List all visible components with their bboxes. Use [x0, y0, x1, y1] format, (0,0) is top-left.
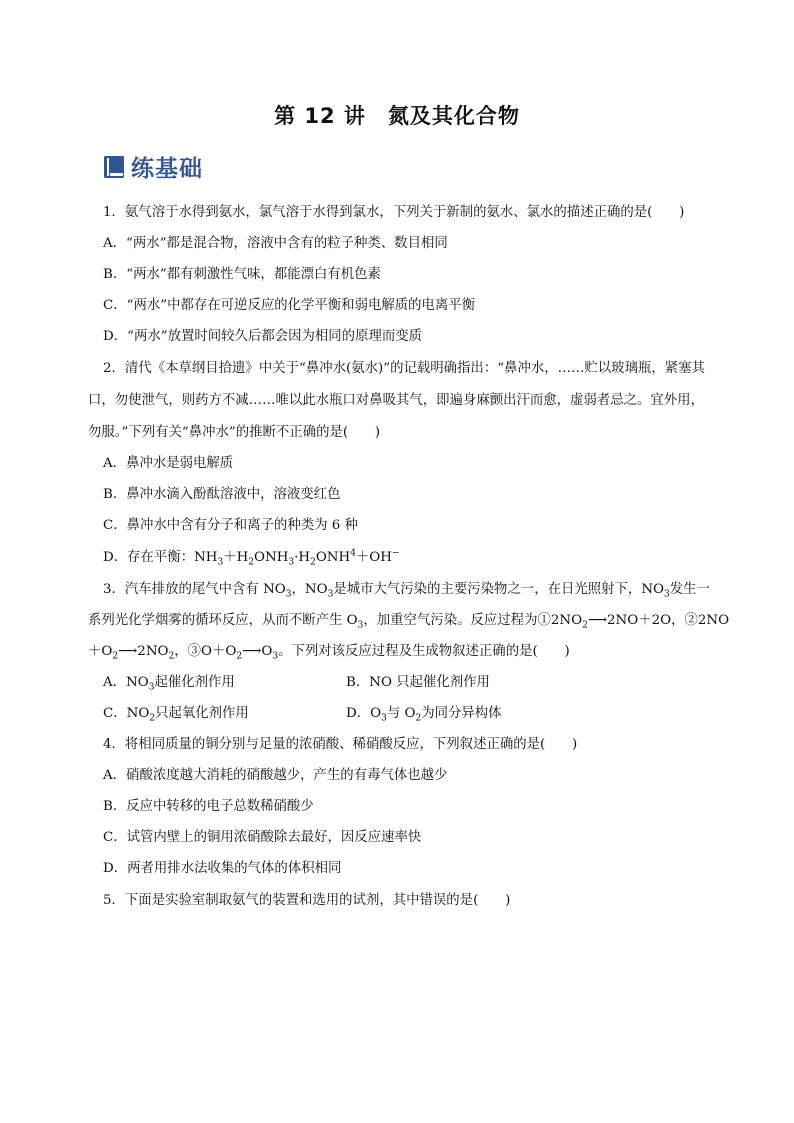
book-icon [103, 155, 125, 179]
q1-stem: 1．氨气溶于水得到氨水，氯气溶于水得到氯水，下列关于新制的氨水、氯水的描述正确的是( ) [103, 205, 685, 220]
section-label: 练基础 [131, 156, 203, 182]
q2-option-d: D．存在平衡：$NH_3+H_2ONH_3\cdot H_2ONH^4+OH^-$ [103, 548, 400, 568]
q1-option-d: D．“两水”放置时间较久后都会因为相同的原理而变质 [103, 329, 423, 344]
q2-stem-line1: 2．清代《本草纲目拾遗》中关于“鼻冲水(氨水)”的记载明确指出：“鼻冲水，……贮以玻璃瓶，紧塞其 [103, 361, 705, 376]
q2-option-a: A．鼻冲水是弱电解质 [103, 456, 234, 471]
q5-stem: 5．下面是实验室制取氨气的装置和选用的试剂，其中错误的是( ) [103, 893, 511, 908]
page-title: 第 12 讲 氮及其化合物 [274, 104, 520, 128]
section-header [103, 150, 203, 183]
q4-option-c: C．试管内壁上的铜用浓硝酸除去最好，因反应速率快 [103, 830, 422, 845]
q2-stem-line2: 口，勿使泄气，则药方不减……唯以此水瓶口对鼻吸其气，即遍身麻颤出汗而愈，虚弱者忌之。宜外用， [88, 393, 704, 408]
q4-option-a: A．硝酸浓度越大消耗的硝酸越少，产生的有毒气体也越少 [103, 768, 448, 783]
q3-option-d: D．$O_3$与 $O_2$为同分异构体 [346, 706, 502, 724]
q2-stem-line3: 勿服。”下列有关“鼻冲水”的推断不正确的是( ) [88, 425, 381, 440]
q1-option-a: A．“两水”都是混合物，溶液中含有的粒子种类、数目相同 [103, 236, 448, 251]
q3-stem-line3: $+O_2⟶2NO_2$，$③O+O_2⟶O_3$。下列对该反应过程及生成物叙述正确的是( ) [88, 644, 570, 662]
q1-option-b: B．“两水”都有刺激性气味，都能漂白有机色素 [103, 267, 381, 282]
q4-stem: 4．将相同质量的铜分别与足量的浓硝酸、稀硝酸反应，下列叙述正确的是( ) [103, 737, 578, 752]
q2-option-b: B．鼻冲水滴入酚酞溶液中，溶液变红色 [103, 487, 341, 502]
q3-option-b: B．NO 只起催化剂作用 [346, 675, 490, 690]
q2-option-c: C．鼻冲水中含有分子和离子的种类为 6 种 [103, 518, 358, 533]
q3-stem-line1: 3．汽车排放的尾气中含有 $NO_3$，$NO_3$是城市大气污染的主要污染物之一，在日光照射下，$NO_3$发生一 [103, 582, 710, 600]
q3-option-a: A．$NO_3$起催化剂作用 [103, 675, 235, 693]
q3-option-c: C．$NO_2$只起氧化剂作用 [103, 706, 249, 724]
q3-stem-line2: 系列光化学烟雾的循环反应，从而不断产生 $O_3$，加重空气污染。反应过程为$①2NO_2⟶2NO+2O$，②2NO [88, 613, 730, 631]
q4-option-b: B．反应中转移的电子总数稀硝酸少 [103, 799, 314, 814]
q4-option-d: D．两者用排水法收集的气体的体积相同 [103, 861, 342, 876]
q1-option-c: C．“两水”中都存在可逆反应的化学平衡和弱电解质的电离平衡 [103, 298, 476, 313]
